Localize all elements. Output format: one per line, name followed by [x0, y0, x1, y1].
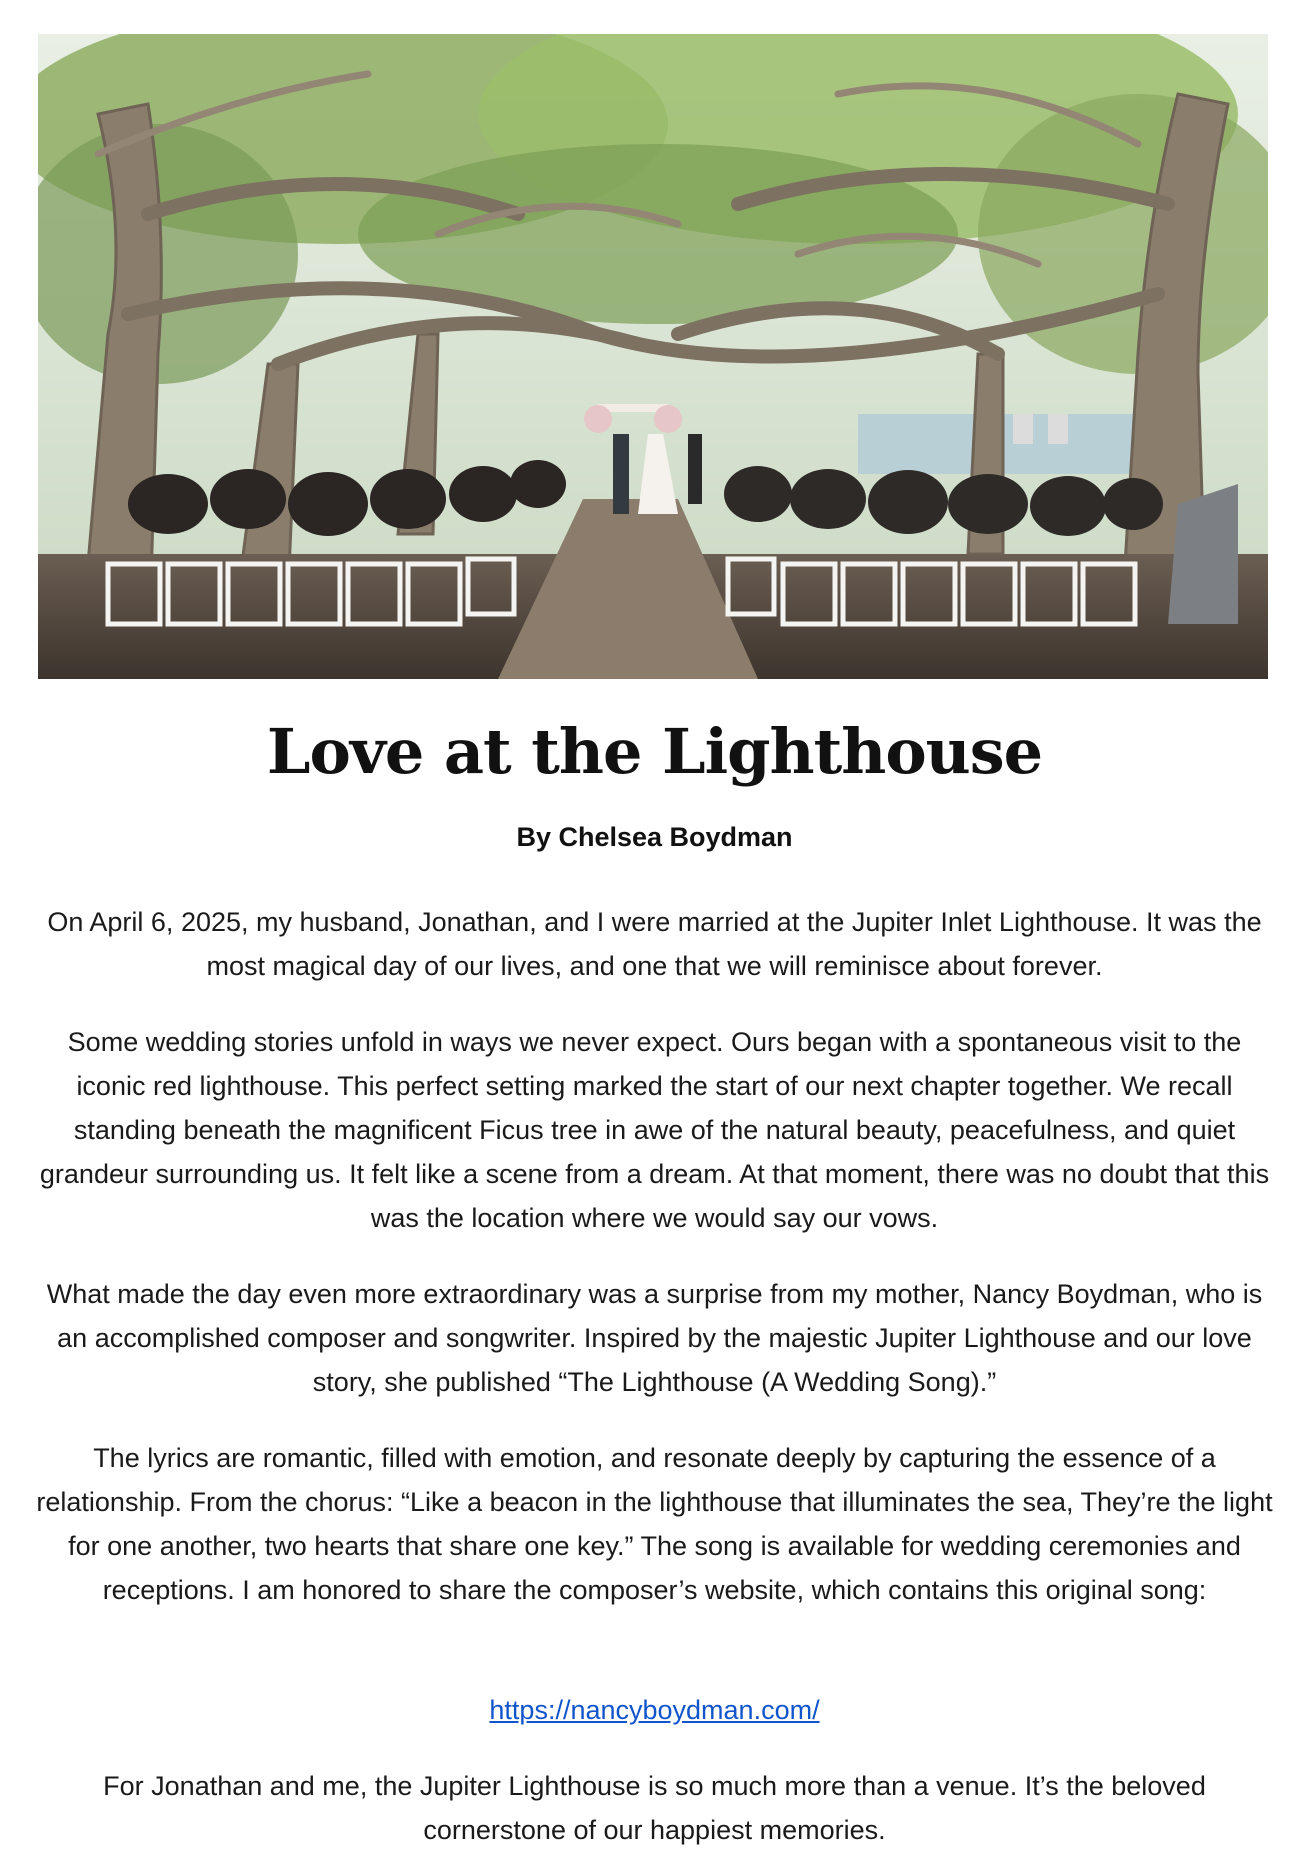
article-title: Love at the Lighthouse	[266, 715, 1043, 788]
wedding-ceremony-photo-icon	[38, 34, 1268, 679]
link-paragraph	[30, 1688, 1279, 1732]
paragraph-3: What made the day even more extraordinary was a surprise from my mother, Nancy Boydman, who is an accomplished composer and songwriter. Inspired by the majestic Jupiter Lighthouse and our love story, she published “The Lighthouse (A Wedding Song).”	[46, 1279, 1263, 1397]
paragraph-5: For Jonathan and me, the Jupiter Lighthouse is so much more than a venue. It’s the beloved cornerstone of our happiest memories.	[103, 1771, 1206, 1845]
paragraph-4: The lyrics are romantic, filled with emotion, and resonate deeply by capturing the essence of a relationship. From the chorus: “Like a beacon in the lighthouse that illuminates the sea, They’re the light for one another, two hearts that share one key.” The song is available for wedding ceremonies and receptions. I am honored to share the composer’s website, which contains this original song:	[36, 1443, 1273, 1605]
paragraph-1: On April 6, 2025, my husband, Jonathan, and I were married at the Jupiter Inlet Lighthouse. It was the most magical day of our lives, and one that we will reminisce about forever.	[47, 907, 1262, 981]
article-byline: By Chelsea Boydman	[516, 822, 793, 852]
paragraph-2: Some wedding stories unfold in ways we never expect. Ours began with a spontaneous visit to the iconic red lighthouse. This perfect setting marked the start of our next chapter together. We recall standing beneath the magnificent Ficus tree in awe of the natural beauty, peacefulness, and quiet grandeur surrounding us. It felt like a scene from a dream. At that moment, there was no doubt that this was the location where we would say our vows.	[39, 1027, 1270, 1233]
hero-photo	[38, 34, 1268, 679]
composer-website-link[interactable]: https://nancyboydman.com/	[489, 1695, 820, 1725]
